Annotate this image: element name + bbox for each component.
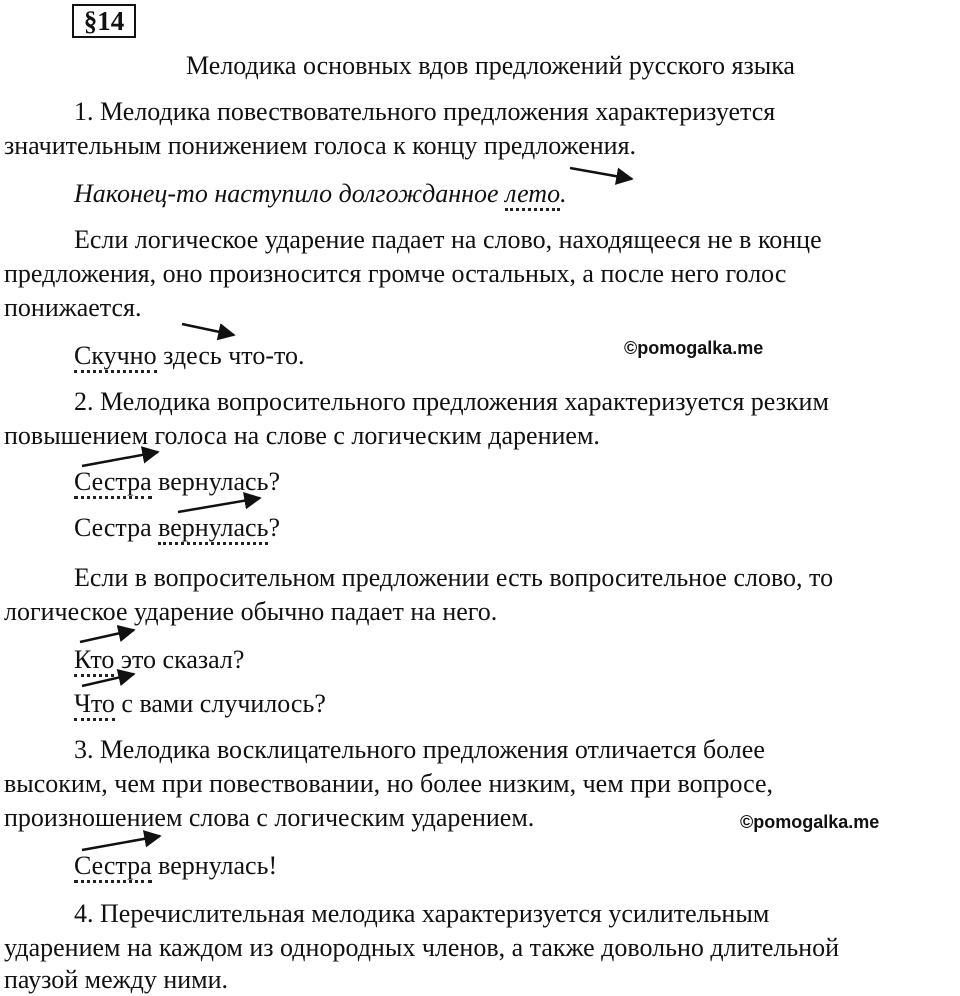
paragraph-5-line-2: высоким, чем при повествовании, но более низким, чем при вопросе, (4, 769, 774, 798)
example-6 (74, 688, 326, 720)
paragraph-2-line-2: предложения, оно произносится громче остальных, а после него голос (4, 259, 787, 288)
example-4-end: ? (268, 513, 281, 542)
paragraph-3-line-1: 2. Мелодика вопросительного предложения характеризуется резким (74, 387, 829, 416)
section-number: §14 (72, 4, 136, 38)
paragraph-4-line-1: Если в вопросительном предложении есть вопросительное слово, то (74, 563, 834, 592)
rising-arrow-icon (80, 670, 140, 690)
watermark: ©pomogalka.me (740, 812, 880, 832)
stressed-word: лето (505, 179, 560, 211)
rising-arrow-icon (80, 832, 166, 854)
paragraph-5-line-1: 3. Мелодика восклицательного предложения отличается более (74, 735, 765, 764)
rising-arrow-icon (176, 494, 266, 516)
paragraph-5-line-3: произношением слова с логическим ударением. (4, 803, 535, 832)
stressed-word: вернулась (158, 513, 268, 545)
watermark: ©pomogalka.me (624, 338, 764, 358)
example-3-text: вернулась? (151, 467, 280, 496)
page-title: Мелодика основных вдов предложений русского языка (186, 51, 795, 80)
example-7-text: вернулась! (151, 851, 278, 880)
falling-arrow-icon (568, 166, 638, 186)
example-1-text: Наконец-то наступило долгожданное (74, 179, 506, 208)
paragraph-1-line-2: значительным понижением голоса к концу предложения. (4, 131, 637, 160)
paragraph-6-line-2: ударением на каждом из однородных членов, а также довольно длительной (4, 933, 840, 962)
rising-arrow-icon (80, 448, 165, 470)
example-1-end: . (560, 179, 567, 208)
example-4 (74, 512, 280, 544)
stressed-word: Что (74, 689, 115, 721)
paragraph-6-line-1: 4. Перечислительная мелодика характеризуется усилительным (74, 899, 770, 928)
example-4-text: Сестра (74, 513, 159, 542)
paragraph-2-line-3: понижается. (4, 293, 142, 322)
stressed-word: Сестра (74, 851, 152, 883)
paragraph-3-line-2: повышением голоса на слове с логическим дарением. (4, 421, 600, 450)
stressed-word: Кто (74, 645, 114, 677)
paragraph-6-line-3: паузой между ними. (4, 965, 229, 994)
paragraph-1-line-1: 1. Мелодика повествовательного предложения характеризуется (74, 97, 776, 126)
example-2-text: здесь что-то. (156, 341, 305, 370)
example-7 (74, 850, 277, 882)
example-6-text: с вами случилось? (114, 689, 326, 718)
rising-arrow-icon (78, 626, 140, 646)
example-1 (74, 178, 567, 210)
example-5-text: это сказал? (114, 645, 245, 674)
example-2 (74, 340, 305, 372)
stressed-word: Скучно (74, 341, 157, 373)
falling-arrow-icon (180, 322, 240, 342)
stressed-word: Сестра (74, 467, 152, 499)
paragraph-2-line-1: Если логическое ударение падает на слово, находящееся не в конце (74, 225, 822, 254)
paragraph-4-line-2: логическое ударение обычно падает на него. (4, 597, 498, 626)
